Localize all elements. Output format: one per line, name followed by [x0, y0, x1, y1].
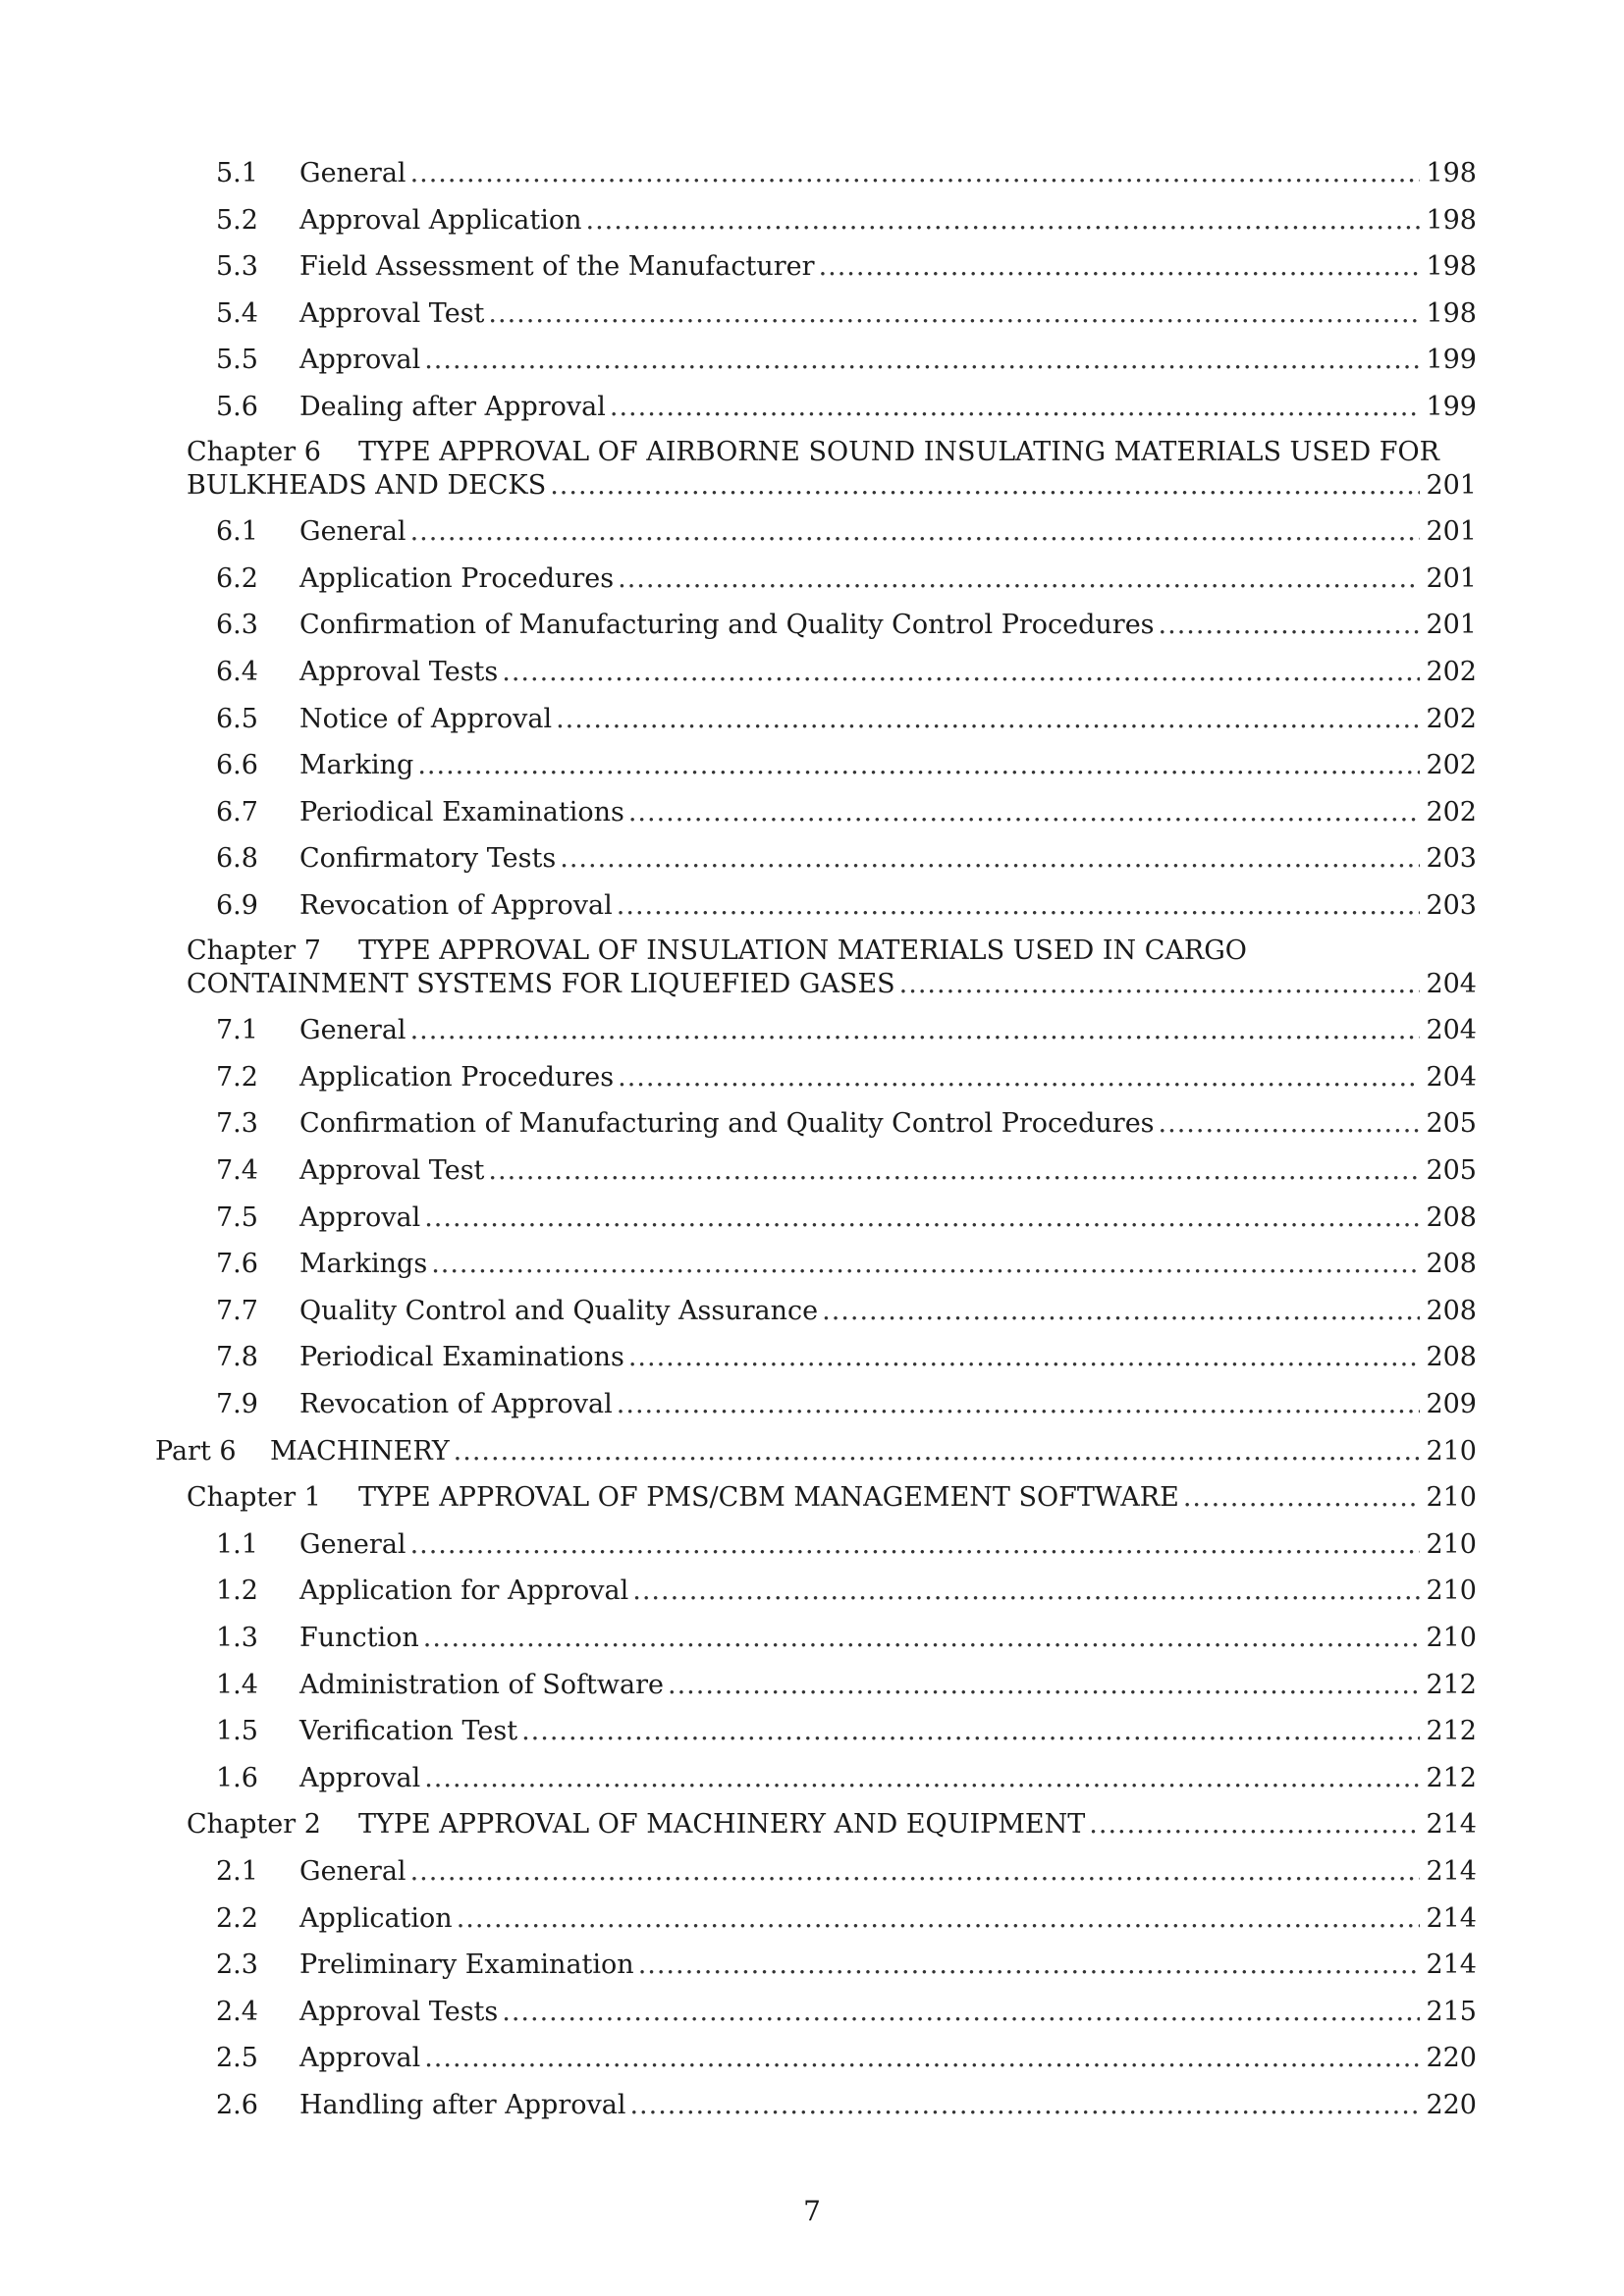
toc-entry-section[interactable] [0, 344, 1624, 377]
page-ref: 208 [1426, 1342, 1477, 1373]
section-number: 7.1 [216, 1015, 258, 1046]
dot-leader [1159, 609, 1421, 642]
section-title: Approval Tests [299, 657, 499, 687]
dot-leader [457, 1902, 1421, 1936]
dot-leader [632, 1575, 1420, 1608]
section-title: Confirmation of Manufacturing and Quality Control Procedures [299, 1108, 1155, 1140]
page-ref: 204 [1426, 1015, 1477, 1046]
section-number: 6.3 [216, 610, 258, 641]
section-title: Revocation of Approval [299, 890, 613, 921]
page-ref: 208 [1426, 1295, 1477, 1326]
page-ref: 198 [1426, 204, 1477, 236]
toc-entry-section[interactable] [0, 204, 1624, 238]
chapter-title-line1: TYPE APPROVAL OF AIRBORNE SOUND INSULATING MATERIALS USED FOR [358, 436, 1439, 467]
page-ref: 201 [1426, 610, 1477, 641]
page-ref: 201 [1426, 562, 1477, 594]
section-title: General [299, 1856, 406, 1887]
dot-leader [424, 344, 1420, 377]
dot-leader [424, 2042, 1420, 2075]
section-title: Notice of Approval [299, 703, 553, 734]
section-title: Approval Application [299, 204, 582, 236]
section-number: 6.6 [216, 750, 258, 781]
section-number: 7.9 [216, 1389, 258, 1419]
section-title: General [299, 158, 406, 188]
toc-entry-section[interactable] [0, 609, 1624, 642]
section-title: Application Procedures [299, 562, 615, 594]
toc-entry-section[interactable] [0, 1154, 1624, 1188]
section-number: 7.5 [216, 1201, 258, 1233]
section-title: Markings [299, 1249, 428, 1280]
dot-leader [454, 1435, 1421, 1468]
section-title: Periodical Examinations [299, 1342, 624, 1373]
dot-leader [617, 1388, 1421, 1421]
page-ref: 198 [1426, 251, 1477, 283]
page-ref: 199 [1426, 392, 1477, 422]
section-title: Application Procedures [299, 1061, 615, 1093]
toc-entry-section[interactable] [0, 297, 1624, 331]
section-number: 5.5 [216, 345, 258, 376]
section-title: Verification Test [299, 1716, 518, 1747]
section-number: 2.1 [216, 1856, 258, 1887]
dot-leader [410, 1855, 1421, 1889]
section-title: Field Assessment of the Manufacturer [299, 251, 815, 283]
page-ref: 214 [1426, 1856, 1477, 1887]
section-number: 5.3 [216, 251, 258, 283]
dot-leader [618, 562, 1420, 596]
section-title: Dealing after Approval [299, 392, 606, 422]
section-number: 2.3 [216, 1949, 258, 1981]
chapter-label: Chapter 1 [187, 1482, 321, 1514]
page-ref: 202 [1426, 796, 1477, 828]
page-ref: 212 [1426, 1669, 1477, 1700]
dot-leader [410, 157, 1421, 190]
dot-leader [556, 703, 1420, 736]
section-title: Approval [299, 1201, 421, 1233]
toc-entry-section[interactable] [0, 515, 1624, 549]
section-number: 2.2 [216, 1902, 258, 1934]
dot-leader [423, 1622, 1421, 1655]
dot-leader [585, 204, 1420, 238]
toc-entry-section[interactable] [0, 1107, 1624, 1141]
dot-leader [417, 749, 1420, 782]
dot-leader [410, 1014, 1421, 1047]
section-number: 6.5 [216, 703, 258, 734]
page-ref: 198 [1426, 158, 1477, 188]
section-number: 7.2 [216, 1061, 258, 1093]
toc-entry-chapter[interactable] [0, 1808, 1624, 1842]
toc-entry-section[interactable] [0, 1388, 1624, 1421]
page-ref: 198 [1426, 297, 1477, 329]
toc-entry-section[interactable] [0, 1201, 1624, 1235]
section-number: 7.6 [216, 1249, 258, 1280]
section-title: General [299, 516, 406, 548]
section-title: Approval Tests [299, 1996, 499, 2027]
dot-leader [668, 1669, 1420, 1702]
dot-leader [502, 1996, 1420, 2029]
section-number: 1.3 [216, 1623, 258, 1653]
dot-leader [424, 1762, 1420, 1795]
section-number: 1.4 [216, 1669, 258, 1700]
section-number: 2.6 [216, 2090, 258, 2120]
page-ref: 212 [1426, 1716, 1477, 1747]
section-title: Marking [299, 750, 414, 781]
page-ref: 220 [1426, 2090, 1477, 2120]
dot-leader [819, 250, 1421, 284]
page-ref: 199 [1426, 345, 1477, 376]
section-title: Application for Approval [299, 1575, 629, 1607]
chapter-label: Chapter 7 [187, 934, 321, 966]
dot-leader [1089, 1808, 1420, 1842]
toc-entry-section[interactable] [0, 1902, 1624, 1936]
dot-leader [629, 2089, 1420, 2122]
toc-entry-section[interactable] [0, 1762, 1624, 1795]
section-number: 7.3 [216, 1108, 258, 1140]
toc-entry-chapter[interactable] [0, 436, 1624, 503]
section-title: Quality Control and Quality Assurance [299, 1295, 819, 1326]
page-ref: 202 [1426, 703, 1477, 734]
toc-entry-section[interactable] [0, 703, 1624, 736]
page-ref: 208 [1426, 1201, 1477, 1233]
section-number: 7.4 [216, 1155, 258, 1186]
section-title: Approval [299, 1762, 421, 1793]
section-number: 6.4 [216, 657, 258, 687]
toc-entry-section[interactable] [0, 391, 1624, 424]
toc-entry-section[interactable] [0, 796, 1624, 829]
page-ref: 201 [1426, 469, 1477, 501]
page-ref: 202 [1426, 657, 1477, 687]
section-title: Approval [299, 345, 421, 376]
section-number: 1.6 [216, 1762, 258, 1793]
chapter-title: TYPE APPROVAL OF PMS/CBM MANAGEMENT SOFTWARE [358, 1482, 1179, 1514]
page-ref: 210 [1426, 1528, 1477, 1560]
dot-leader [610, 391, 1421, 424]
section-title: Approval Test [299, 1155, 485, 1186]
section-number: 6.9 [216, 890, 258, 921]
chapter-title-line1: TYPE APPROVAL OF INSULATION MATERIALS USED IN CARGO [358, 934, 1247, 966]
toc-entry-chapter[interactable] [0, 934, 1624, 1001]
section-number: 1.1 [216, 1528, 258, 1560]
toc-entry-section[interactable] [0, 1061, 1624, 1095]
toc-entry-section[interactable] [0, 250, 1624, 284]
section-number: 6.7 [216, 796, 258, 828]
section-number: 5.6 [216, 392, 258, 422]
page-ref: 204 [1426, 1061, 1477, 1093]
chapter-title: TYPE APPROVAL OF MACHINERY AND EQUIPMENT [358, 1809, 1086, 1841]
dot-leader [628, 796, 1421, 829]
toc-entry-section[interactable] [0, 2042, 1624, 2075]
toc-entry-section[interactable] [0, 1528, 1624, 1562]
section-title: Periodical Examinations [299, 796, 624, 828]
section-title: Application [299, 1902, 453, 1934]
page-ref: 210 [1426, 1482, 1477, 1514]
chapter-label: Chapter 6 [187, 436, 321, 467]
chapter-label: Chapter 2 [187, 1809, 321, 1841]
section-number: 5.4 [216, 297, 258, 329]
section-title: Handling after Approval [299, 2090, 626, 2120]
page-ref: 210 [1426, 1575, 1477, 1607]
section-number: 5.2 [216, 204, 258, 236]
toc-entry-section[interactable] [0, 749, 1624, 782]
section-number: 7.7 [216, 1295, 258, 1326]
chapter-title-line2: BULKHEADS AND DECKS [187, 469, 547, 501]
section-title: Approval Test [299, 297, 485, 329]
page-ref: 208 [1426, 1249, 1477, 1280]
toc-entry-section[interactable] [0, 1949, 1624, 1982]
toc-entry-section[interactable] [0, 889, 1624, 923]
page-ref: 214 [1426, 1949, 1477, 1981]
dot-leader [488, 1154, 1420, 1188]
toc-entry-chapter[interactable] [0, 1481, 1624, 1515]
toc-entry-section[interactable] [0, 1575, 1624, 1608]
section-number: 6.2 [216, 562, 258, 594]
section-title: Confirmatory Tests [299, 843, 557, 875]
section-title: General [299, 1528, 406, 1560]
toc-entry-section[interactable] [0, 2089, 1624, 2122]
dot-leader [618, 1061, 1420, 1095]
toc-entry-section[interactable] [0, 1855, 1624, 1889]
dot-leader [638, 1949, 1421, 1982]
section-title: Confirmation of Manufacturing and Quality Control Procedures [299, 610, 1155, 641]
section-number: 2.5 [216, 2043, 258, 2074]
part-title: MACHINERY [270, 1435, 450, 1467]
section-title: General [299, 1015, 406, 1046]
chapter-title-line2: CONTAINMENT SYSTEMS FOR LIQUEFIED GASES [187, 968, 895, 999]
toc-entry-section[interactable] [0, 656, 1624, 689]
dot-leader [560, 842, 1420, 876]
section-number: 1.2 [216, 1575, 258, 1607]
dot-leader [1183, 1481, 1421, 1515]
page-ref: 210 [1426, 1623, 1477, 1653]
section-number: 6.8 [216, 843, 258, 875]
toc-entry-section[interactable] [0, 1996, 1624, 2029]
page-ref: 210 [1426, 1435, 1477, 1467]
toc-entry-part[interactable] [0, 1435, 1624, 1468]
page-ref: 209 [1426, 1389, 1477, 1419]
page-ref: 201 [1426, 516, 1477, 548]
section-number: 5.1 [216, 158, 258, 188]
page-ref: 212 [1426, 1762, 1477, 1793]
toc-entry-section[interactable] [0, 1715, 1624, 1748]
toc-entry-section[interactable] [0, 1014, 1624, 1047]
dot-leader [521, 1715, 1420, 1748]
page-ref: 204 [1426, 968, 1477, 999]
page-ref: 215 [1426, 1996, 1477, 2027]
page-ref: 202 [1426, 750, 1477, 781]
dot-leader [502, 656, 1420, 689]
dot-leader [550, 469, 1420, 503]
page-ref: 203 [1426, 843, 1477, 875]
toc-entry-section[interactable] [0, 562, 1624, 596]
toc-entry-section[interactable] [0, 1341, 1624, 1374]
toc-entry-section[interactable] [0, 1248, 1624, 1281]
dot-leader [628, 1341, 1421, 1374]
toc-entry-section[interactable] [0, 1669, 1624, 1702]
section-number: 2.4 [216, 1996, 258, 2027]
page-ref: 205 [1426, 1155, 1477, 1186]
dot-leader [488, 297, 1420, 331]
dot-leader [410, 1528, 1421, 1562]
dot-leader [1159, 1107, 1421, 1141]
page-ref: 203 [1426, 890, 1477, 921]
section-title: Administration of Software [299, 1669, 664, 1700]
dot-leader [410, 515, 1421, 549]
section-number: 7.8 [216, 1342, 258, 1373]
page-ref: 214 [1426, 1902, 1477, 1934]
section-title: Preliminary Examination [299, 1949, 634, 1981]
dot-leader [899, 968, 1421, 1001]
section-title: Revocation of Approval [299, 1389, 613, 1419]
page-ref: 220 [1426, 2043, 1477, 2074]
dot-leader [822, 1295, 1420, 1328]
toc-entry-section[interactable] [0, 157, 1624, 190]
dot-leader [617, 889, 1421, 923]
section-title: Approval [299, 2043, 421, 2074]
page-number: 7 [803, 2195, 821, 2227]
section-title: Function [299, 1623, 419, 1653]
section-number: 1.5 [216, 1716, 258, 1747]
dot-leader [431, 1248, 1420, 1281]
dot-leader [424, 1201, 1420, 1235]
toc-entry-section[interactable] [0, 842, 1624, 876]
section-number: 6.1 [216, 516, 258, 548]
page-ref: 205 [1426, 1108, 1477, 1140]
page-ref: 214 [1426, 1809, 1477, 1841]
toc-entry-section[interactable] [0, 1622, 1624, 1655]
toc-entry-section[interactable] [0, 1295, 1624, 1328]
part-label: Part 6 [155, 1435, 237, 1467]
